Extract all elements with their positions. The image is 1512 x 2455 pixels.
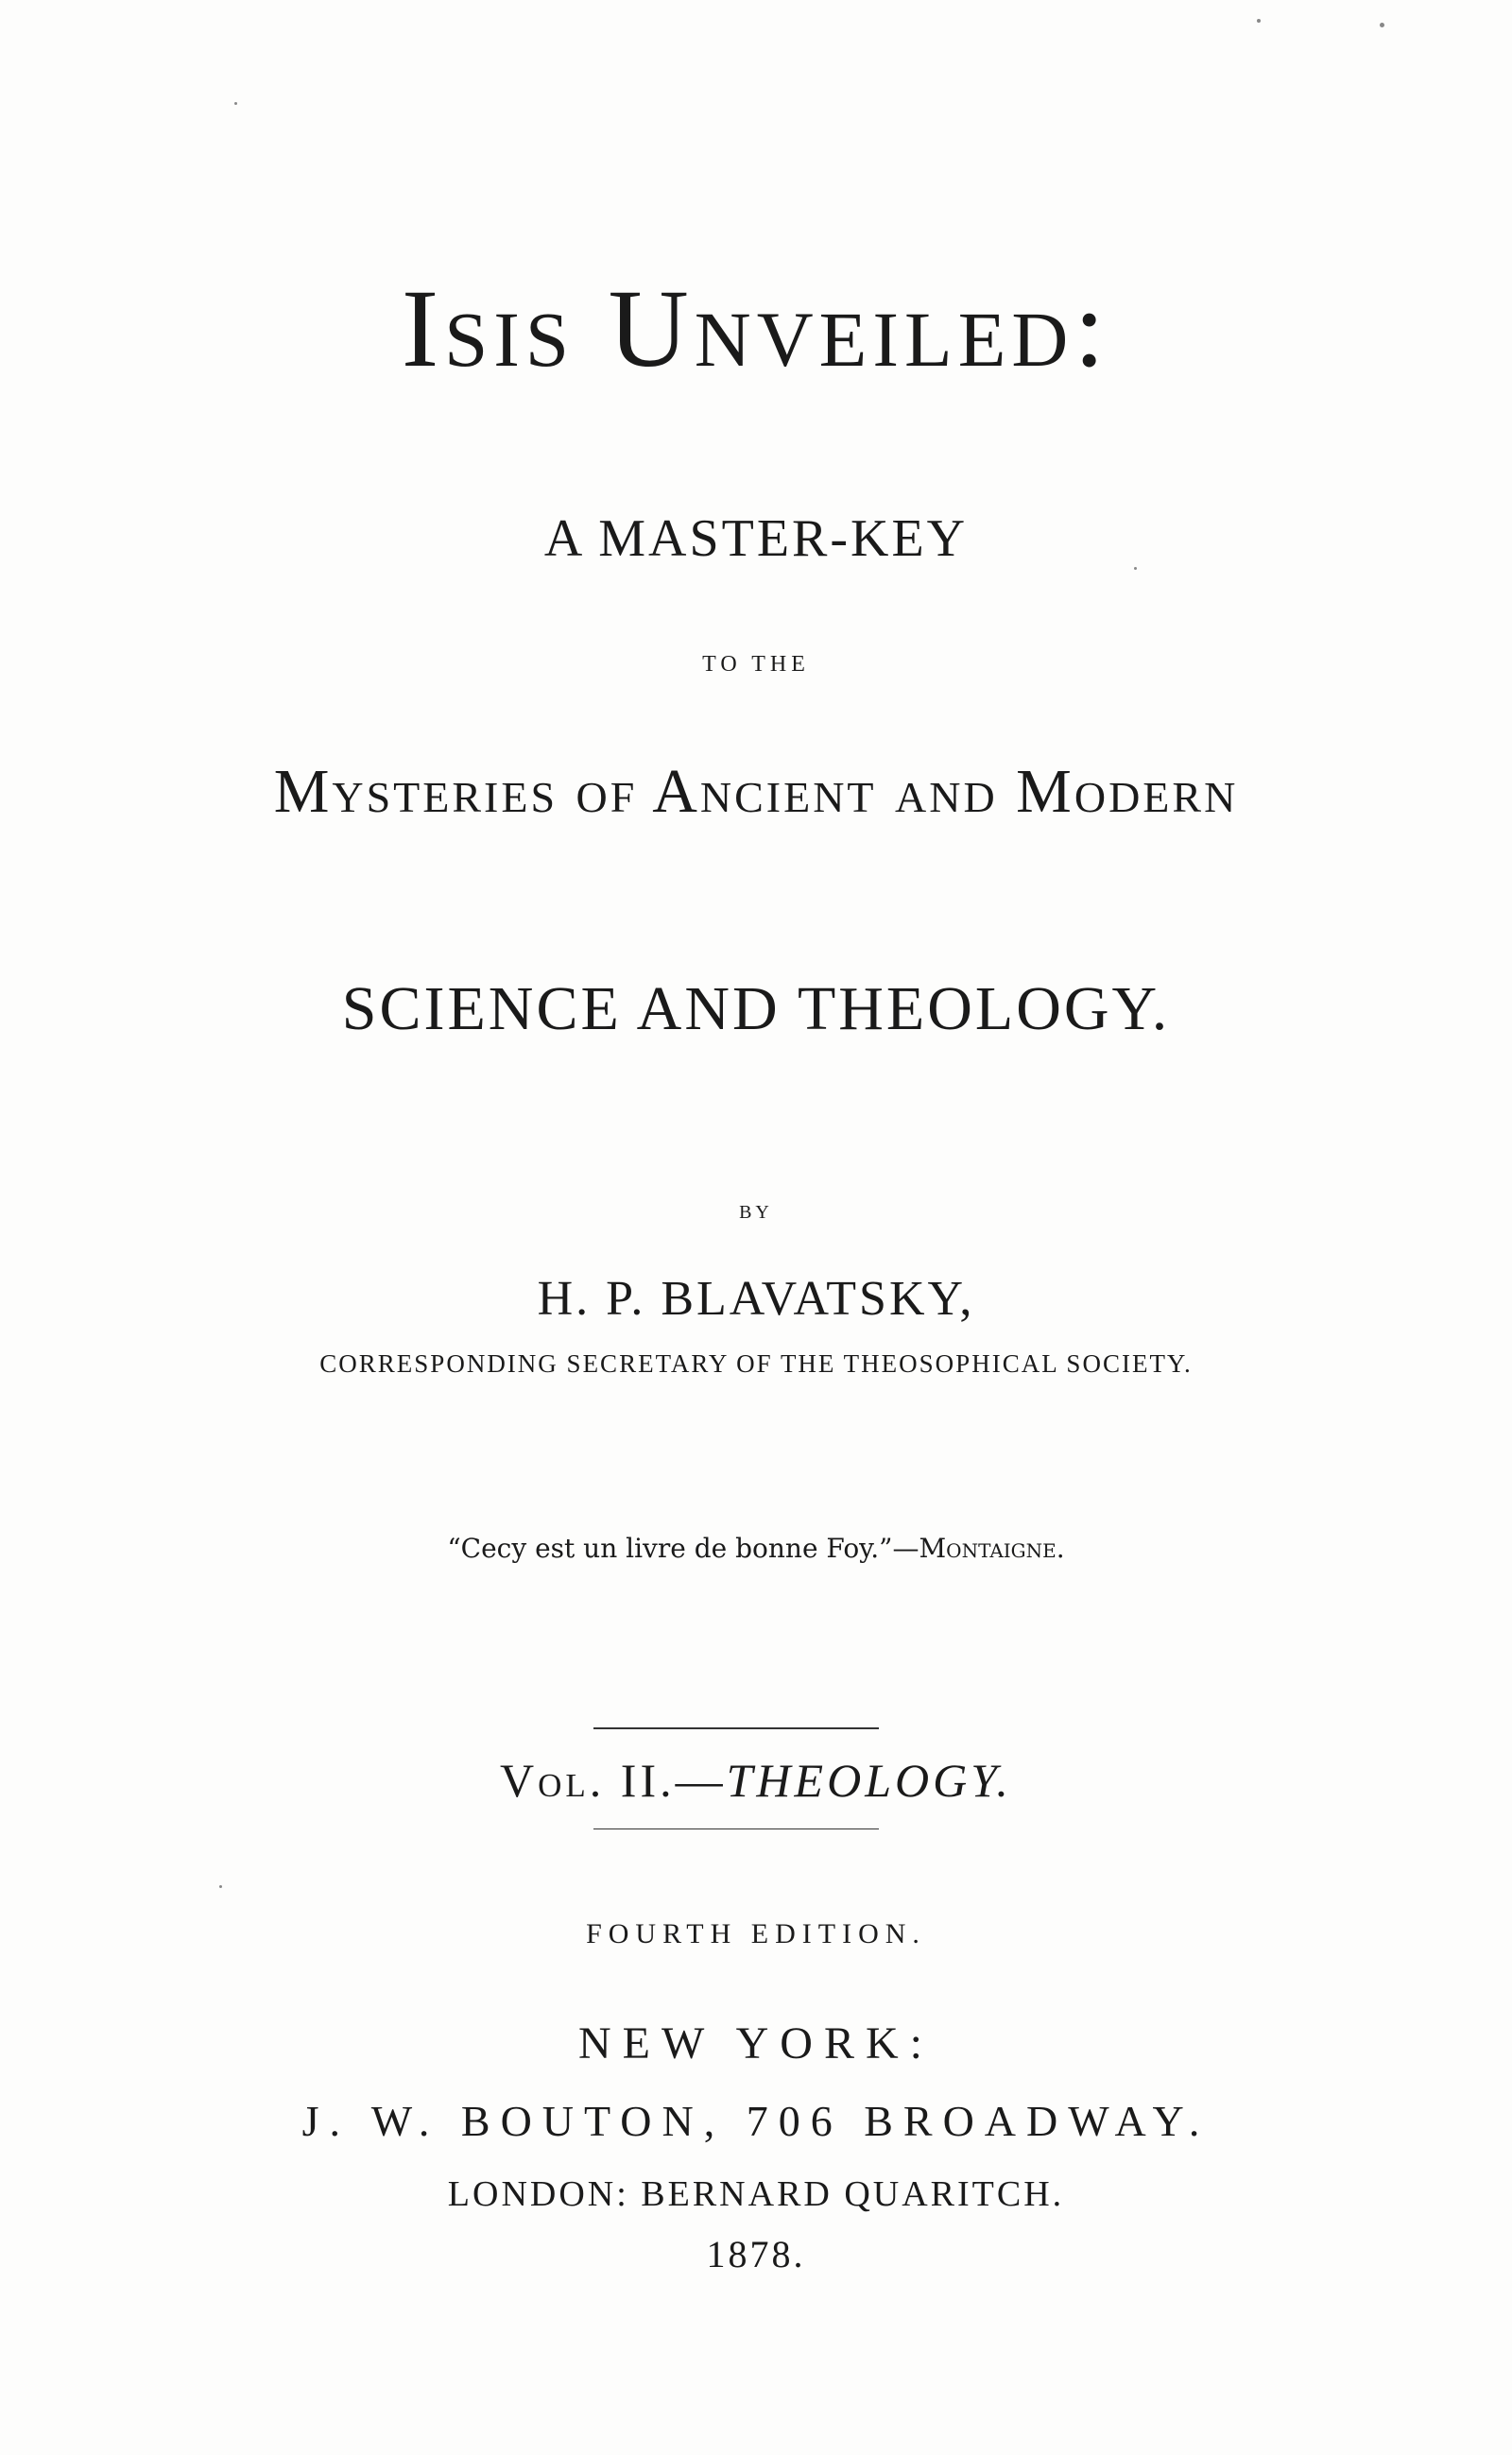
edition: FOURTH EDITION.	[586, 1918, 926, 1949]
book-title: Isis Unveiled:	[401, 266, 1111, 390]
paper-speck	[1257, 19, 1261, 23]
imprint-year: 1878.	[706, 2233, 806, 2275]
motto-source: Montaigne.	[919, 1533, 1065, 1564]
subtitle-science-theology: SCIENCE AND THEOLOGY.	[341, 974, 1171, 1043]
paper-speck	[1134, 567, 1137, 570]
subtitle-master-key: A MASTER-KEY	[543, 509, 969, 568]
paper-speck	[219, 1885, 222, 1888]
author-name: H. P. BLAVATSKY,	[537, 1272, 975, 1326]
paper-speck	[234, 102, 237, 105]
motto-quote: “Cecy est un livre de bonne Foy.”—	[447, 1533, 919, 1564]
imprint-london: LONDON: BERNARD QUARITCH.	[447, 2174, 1065, 2214]
imprint-publisher: J. W. BOUTON, 706 BROADWAY.	[301, 2097, 1211, 2145]
volume-line	[0, 1753, 1512, 1808]
motto	[0, 1533, 1512, 1564]
by-label: BY	[739, 1202, 773, 1223]
divider-top	[593, 1727, 879, 1729]
volume-title: THEOLOGY.	[726, 1754, 1012, 1807]
divider-bottom	[593, 1828, 879, 1829]
subtitle-to-the: TO THE	[702, 652, 810, 677]
volume-label: Vol. II.—	[500, 1754, 727, 1807]
paper-speck	[1380, 23, 1384, 27]
imprint-city: NEW YORK:	[578, 2018, 934, 2069]
subtitle-mysteries: Mysteries of Ancient and Modern	[273, 757, 1239, 826]
author-role: CORRESPONDING SECRETARY OF THE THEOSOPHICAL SOCIETY.	[319, 1349, 1193, 1378]
